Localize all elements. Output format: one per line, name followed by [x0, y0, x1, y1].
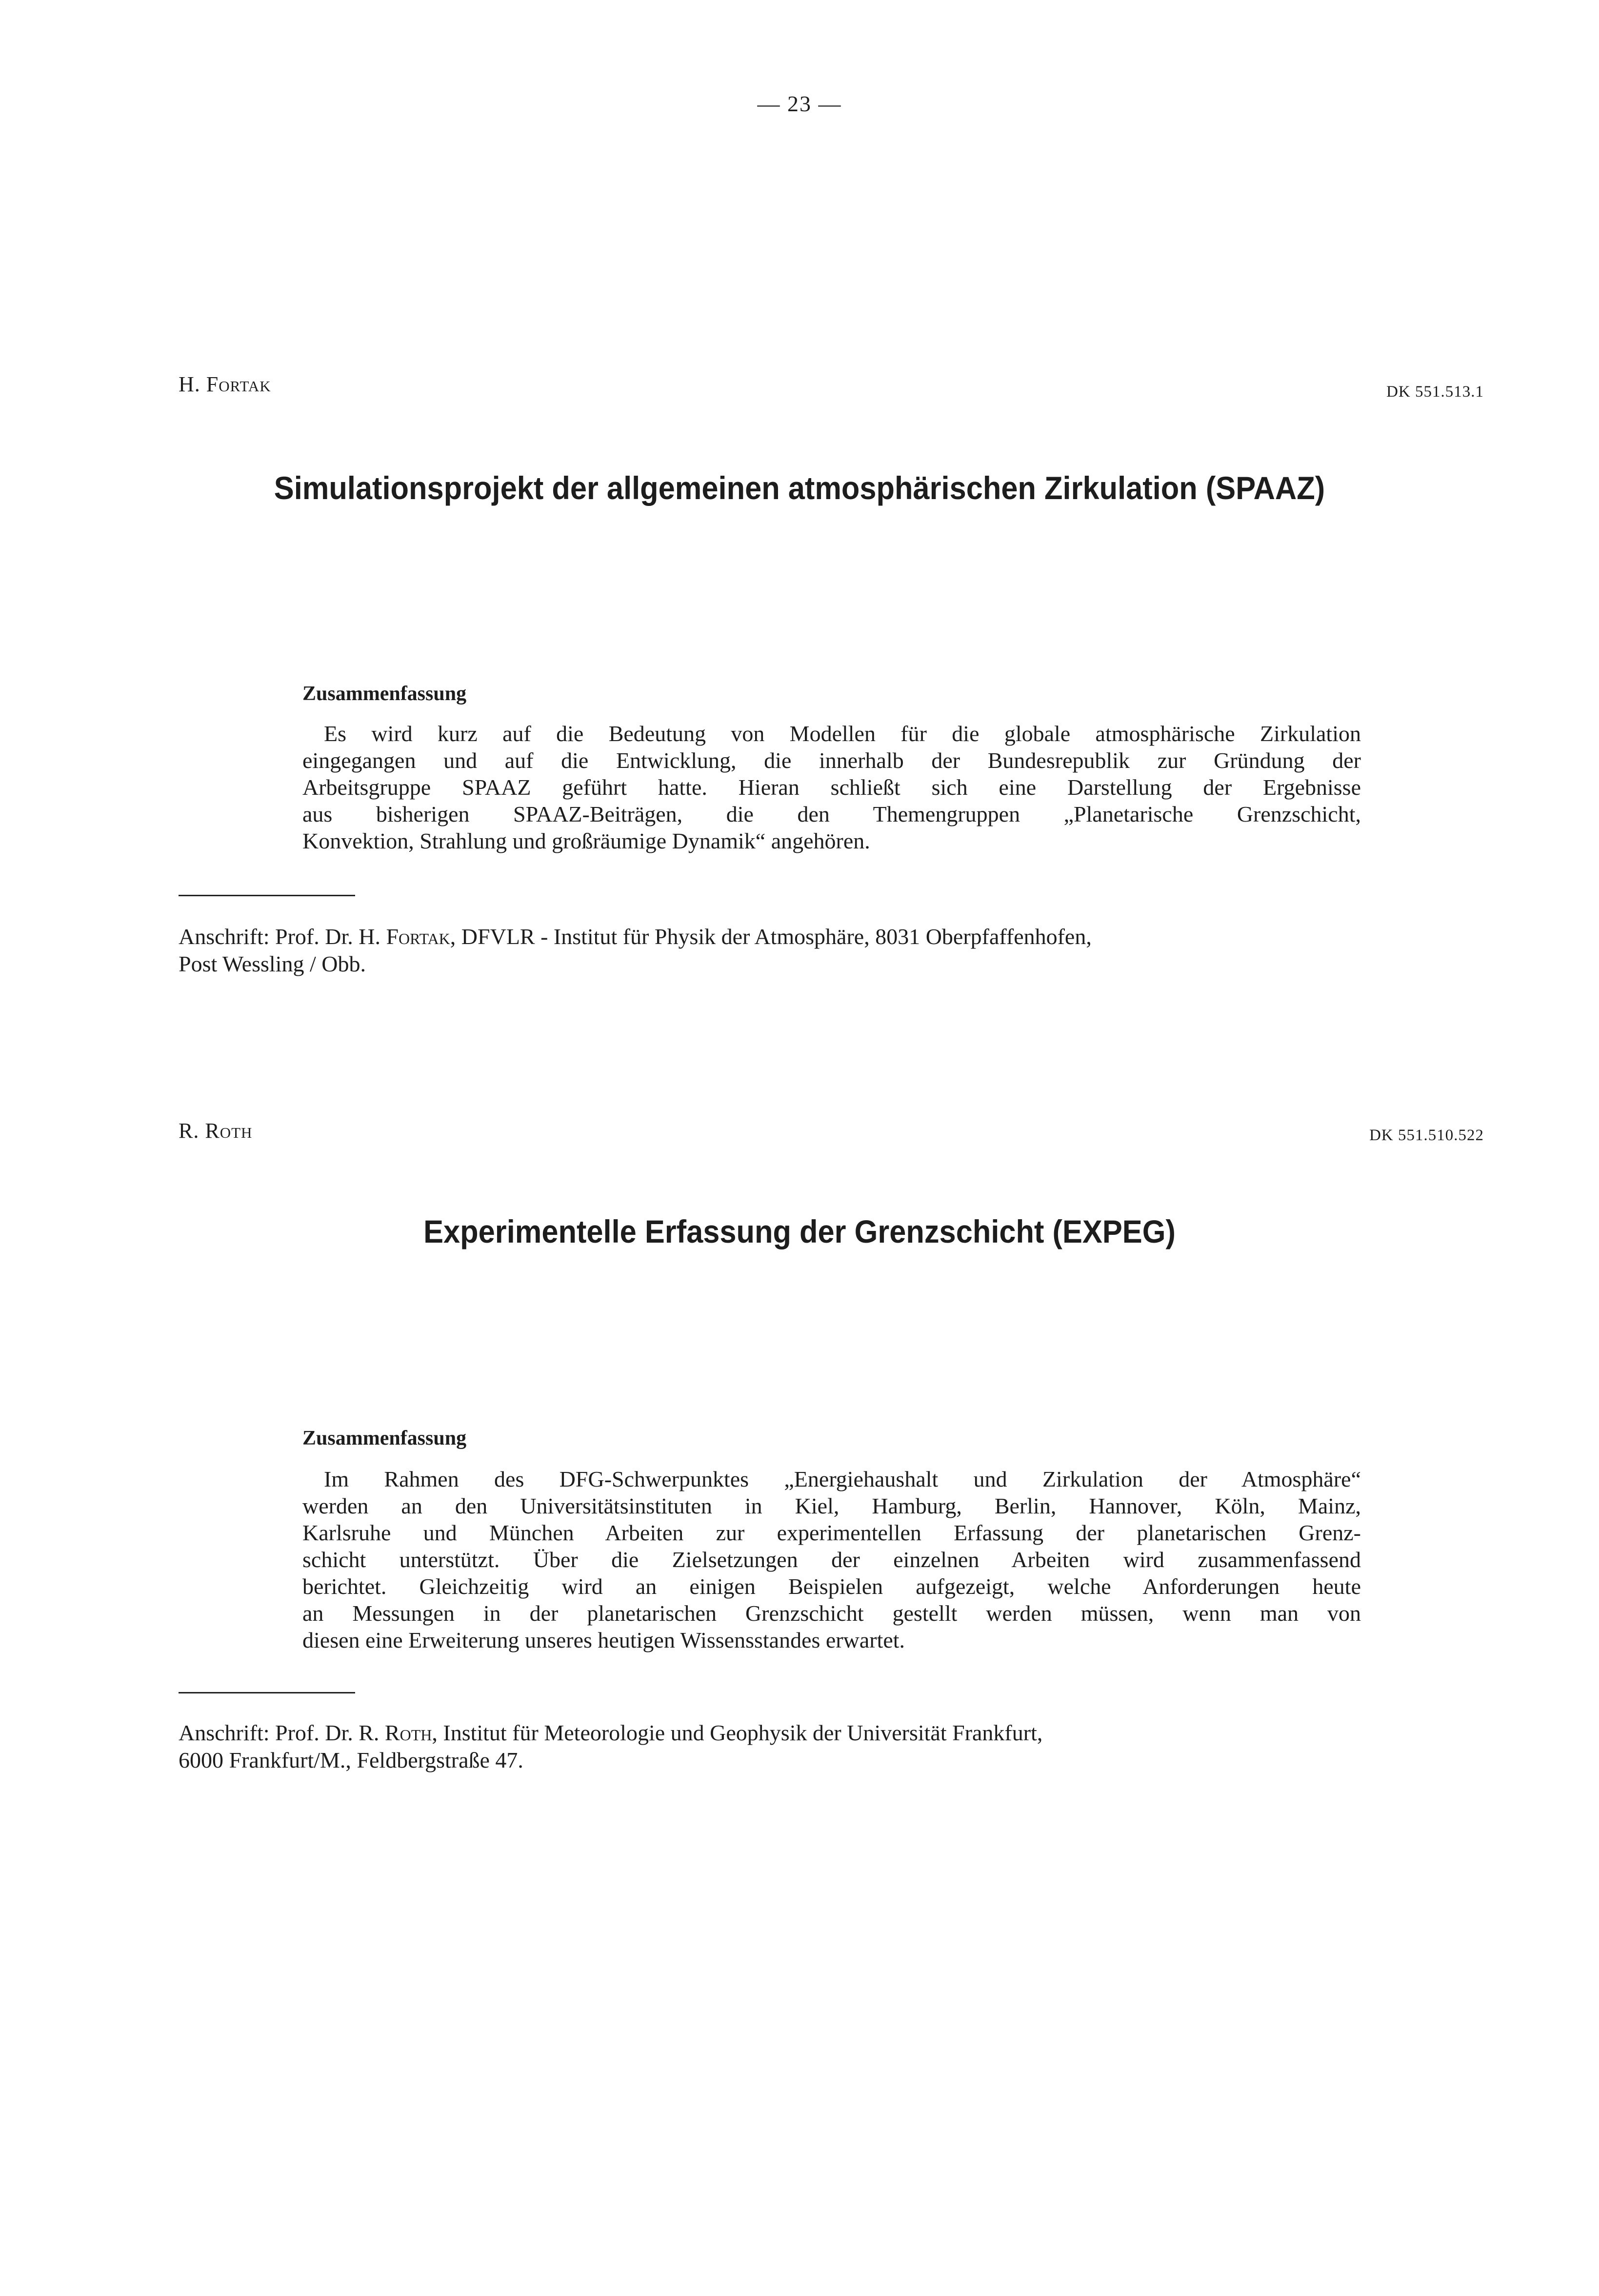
address-name: Roth [384, 1720, 432, 1745]
abstract-line: schicht unterstützt. Über die Zielsetzungen der einzelnen Arbeiten wird zusammenfassend [302, 1547, 1361, 1572]
address-line-2: Post Wessling / Obb. [179, 951, 366, 976]
author-surname: Roth [205, 1119, 253, 1143]
article-1-address [179, 923, 1388, 978]
page-number: — 23 — [757, 91, 842, 116]
article-1-title: Simulationsprojekt der allgemeinen atmosphärischen Zirkulation (SPAAZ) [274, 470, 1325, 506]
abstract-line: Arbeitsgruppe SPAAZ geführt hatte. Hieran schließt sich eine Darstellung der Ergebnisse [302, 775, 1361, 800]
abstract-line: werden an den Universitätsinstituten in Kiel, Hamburg, Berlin, Hannover, Köln, Mainz, [302, 1493, 1361, 1518]
abstract-line: berichtet. Gleichzeitig wird an einigen Beispielen aufgezeigt, welche Anforderungen heute [302, 1574, 1361, 1599]
author-initial: H. [179, 372, 200, 396]
address-line-2: 6000 Frankfurt/M., Feldbergstraße 47. [179, 1748, 523, 1772]
address-prefix: Anschrift: Prof. Dr. H. [179, 924, 380, 949]
article-1-author [179, 372, 271, 397]
article-2-author [179, 1118, 252, 1143]
article-1-dk-number: DK 551.513.1 [1386, 383, 1484, 401]
abstract-line: Im Rahmen des DFG-Schwerpunktes „Energiehaushalt und Zirkulation der Atmosphäre“ [324, 1467, 1361, 1491]
abstract-line: Karlsruhe und München Arbeiten zur experimentellen Erfassung der planetarischen Grenz- [302, 1520, 1361, 1545]
address-prefix: Anschrift: Prof. Dr. R. [179, 1720, 380, 1745]
address-name: Fortak [386, 924, 450, 949]
article-1-abstract-heading: Zusammenfassung [302, 683, 467, 705]
abstract-line: aus bisherigen SPAAZ-Beiträgen, die den Themengruppen „Planetarische Grenzschicht, [302, 802, 1361, 826]
article-2-abstract [302, 1466, 1361, 1653]
author-surname: Fortak [206, 372, 271, 396]
abstract-line: an Messungen in der planetarischen Grenzschicht gestellt werden müssen, wenn man von [302, 1601, 1361, 1626]
abstract-line: diesen eine Erweiterung unseres heutigen Wissensstandes erwartet. [302, 1628, 905, 1652]
abstract-line: Konvektion, Strahlung und großräumige Dynamik“ angehören. [302, 828, 870, 853]
footnote-rule [179, 895, 355, 896]
author-initial: R. [179, 1119, 200, 1143]
address-rest: , Institut für Meteorologie und Geophysik der Universität Frankfurt, [432, 1720, 1043, 1745]
article-2-dk-number: DK 551.510.522 [1369, 1127, 1484, 1144]
article-2-address [179, 1719, 1388, 1774]
address-line-1 [179, 923, 1388, 950]
address-rest: , DFVLR - Institut für Physik der Atmosphäre, 8031 Oberpfaffenhofen, [450, 924, 1092, 949]
article-1-abstract [302, 720, 1361, 854]
article-2-title: Experimentelle Erfassung der Grenzschicht (EXPEG) [423, 1213, 1176, 1249]
footnote-rule [179, 1692, 355, 1693]
address-line-1 [179, 1719, 1388, 1747]
abstract-line: eingegangen und auf die Entwicklung, die innerhalb der Bundesrepublik zur Gründung der [302, 748, 1361, 773]
article-2-abstract-heading: Zusammenfassung [302, 1427, 467, 1450]
abstract-line: Es wird kurz auf die Bedeutung von Modellen für die globale atmosphärische Zirkulation [324, 721, 1361, 746]
